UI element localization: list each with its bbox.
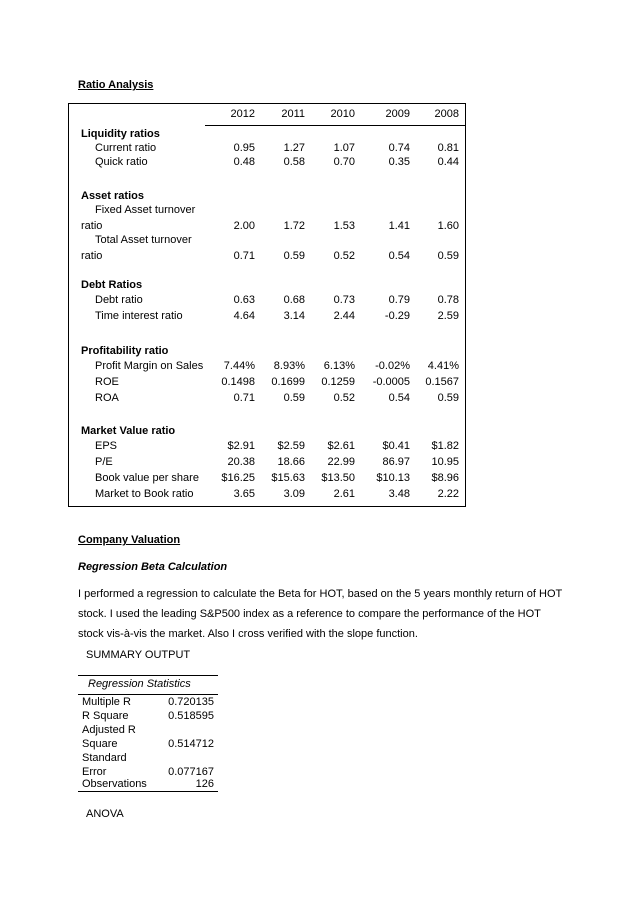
stats-top-rule: [78, 675, 218, 676]
section-title: Market Value ratio: [81, 425, 176, 437]
ratio-value: 1.53: [333, 220, 355, 232]
ratio-value: $2.59: [277, 440, 305, 452]
year-header-2010: 2010: [330, 108, 355, 120]
ratio-value: 0.52: [333, 392, 355, 404]
ratio-value: 2.59: [437, 310, 459, 322]
stats-label-adjusted-r-line1: Adjusted R: [82, 724, 136, 736]
stats-value-standard-error: 0.077167: [168, 766, 214, 778]
ratio-value: 0.35: [388, 156, 410, 168]
ratio-row-label-line2: ratio: [81, 250, 103, 262]
ratio-value: 0.71: [233, 250, 255, 262]
ratio-value: 0.1259: [321, 376, 355, 388]
ratio-value: 1.41: [388, 220, 410, 232]
anova-title: ANOVA: [86, 808, 124, 820]
ratio-row-label: Debt ratio: [95, 294, 143, 306]
ratio-value: 4.41%: [427, 360, 459, 372]
year-header-2012: 2012: [230, 108, 255, 120]
ratio-row-label-line1: Total Asset turnover: [95, 234, 192, 246]
ratio-value: 0.74: [388, 142, 410, 154]
section-title: Debt Ratios: [81, 279, 143, 291]
stats-label-standard-error-line1: Standard: [82, 752, 127, 764]
regression-beta-subheading: Regression Beta Calculation: [78, 561, 228, 573]
ratio-value: 0.1699: [271, 376, 305, 388]
ratio-value: $0.41: [382, 440, 410, 452]
ratio-value: 0.63: [233, 294, 255, 306]
ratio-value: 0.81: [437, 142, 459, 154]
ratio-value: 2.00: [233, 220, 255, 232]
ratio-row-label: Market to Book ratio: [95, 488, 194, 500]
ratio-value: 6.13%: [323, 360, 355, 372]
ratio-value: -0.29: [384, 310, 410, 322]
ratio-row-label: Current ratio: [95, 142, 157, 154]
ratio-value: 0.70: [333, 156, 355, 168]
ratio-value: 0.44: [437, 156, 459, 168]
ratio-value: 0.73: [333, 294, 355, 306]
section-title: Liquidity ratios: [81, 128, 160, 140]
ratio-value: 22.99: [327, 456, 355, 468]
ratio-value: 0.71: [233, 392, 255, 404]
ratio-value: 0.58: [283, 156, 305, 168]
stats-value-r-square: 0.518595: [168, 710, 214, 722]
ratio-value: $1.82: [431, 440, 459, 452]
ratio-value: -0.0005: [372, 376, 410, 388]
ratio-row-label-line1: Fixed Asset turnover: [95, 204, 196, 216]
stats-value-observations: 126: [195, 778, 214, 790]
ratio-value: 86.97: [382, 456, 410, 468]
stats-header-rule: [78, 694, 218, 695]
ratio-value: 0.59: [283, 392, 305, 404]
ratio-value: 4.64: [233, 310, 255, 322]
stats-label-multiple-r: Multiple R: [82, 696, 131, 708]
stats-value-multiple-r: 0.720135: [168, 696, 214, 708]
ratio-value: 0.1498: [221, 376, 255, 388]
ratio-value: 3.65: [233, 488, 255, 500]
ratio-row-label: P/E: [95, 456, 113, 468]
ratio-row-label: Time interest ratio: [95, 310, 183, 322]
ratio-row-label: Profit Margin on Sales: [95, 360, 204, 372]
ratio-value: 0.59: [437, 392, 459, 404]
stats-bottom-rule: [78, 791, 218, 792]
ratio-value: 7.44%: [223, 360, 255, 372]
ratio-value: 0.54: [388, 392, 410, 404]
stats-label-r-square: R Square: [82, 710, 129, 722]
ratio-value: 3.48: [388, 488, 410, 500]
ratio-table: [68, 103, 466, 507]
summary-output-title: SUMMARY OUTPUT: [86, 649, 191, 661]
ratio-value: 0.48: [233, 156, 255, 168]
ratio-value: 20.38: [227, 456, 255, 468]
ratio-row-label: EPS: [95, 440, 118, 452]
ratio-value: 1.27: [283, 142, 305, 154]
stats-table-header: Regression Statistics: [88, 678, 191, 690]
year-header-2011: 2011: [281, 108, 305, 120]
ratio-row-label: Book value per share: [95, 472, 199, 484]
section-title: Asset ratios: [81, 190, 144, 202]
stats-label-observations: Observations: [82, 778, 147, 790]
company-valuation-heading: Company Valuation: [78, 534, 181, 546]
ratio-value: 2.22: [437, 488, 459, 500]
ratio-analysis-heading: Ratio Analysis: [78, 79, 154, 91]
ratio-value: 3.14: [283, 310, 305, 322]
regression-statistics-table: [78, 675, 218, 793]
ratio-value: 2.44: [333, 310, 355, 322]
section-title: Profitability ratio: [81, 345, 169, 357]
stats-label-standard-error-line2: Error: [82, 766, 107, 778]
ratio-row-label-line2: ratio: [81, 220, 103, 232]
ratio-value: $8.96: [431, 472, 459, 484]
ratio-value: 0.52: [333, 250, 355, 262]
ratio-value: 2.61: [333, 488, 355, 500]
ratio-value: 0.59: [283, 250, 305, 262]
ratio-value: 0.59: [437, 250, 459, 262]
year-header-2009: 2009: [385, 108, 410, 120]
ratio-value: $13.50: [321, 472, 355, 484]
ratio-value: $10.13: [376, 472, 410, 484]
ratio-value: $16.25: [221, 472, 255, 484]
ratio-value: 3.09: [283, 488, 305, 500]
ratio-value: 0.1567: [425, 376, 459, 388]
ratio-value: 1.60: [437, 220, 459, 232]
year-header-2008: 2008: [434, 108, 459, 120]
ratio-row-label: ROE: [95, 376, 119, 388]
valuation-paragraph: I performed a regression to calculate the Beta for HOT, based on the 5 years monthly return of HOT stock. I used the leading S&P500 index as a reference to compare the performance of the HOT stock vis-à-vis the market. Also I cross verified with the slope function.: [78, 588, 563, 640]
ratio-value: 8.93%: [273, 360, 305, 372]
ratio-value: $15.63: [271, 472, 305, 484]
ratio-row-label: Quick ratio: [95, 156, 148, 168]
ratio-value: 18.66: [277, 456, 305, 468]
ratio-value: -0.02%: [375, 360, 410, 372]
ratio-value: $2.61: [327, 440, 355, 452]
ratio-value: $2.91: [227, 440, 255, 452]
ratio-value: 0.68: [283, 294, 305, 306]
ratio-value: 0.78: [437, 294, 459, 306]
stats-label-adjusted-r-line2: Square: [82, 738, 118, 750]
stats-value-adjusted-r-square: 0.514712: [168, 738, 214, 750]
ratio-value: 0.95: [233, 142, 255, 154]
ratio-value: 1.72: [283, 220, 305, 232]
ratio-row-label: ROA: [95, 392, 119, 404]
ratio-value: 0.54: [388, 250, 410, 262]
ratio-value: 0.79: [388, 294, 410, 306]
ratio-value: 10.95: [431, 456, 459, 468]
ratio-value: 1.07: [333, 142, 355, 154]
